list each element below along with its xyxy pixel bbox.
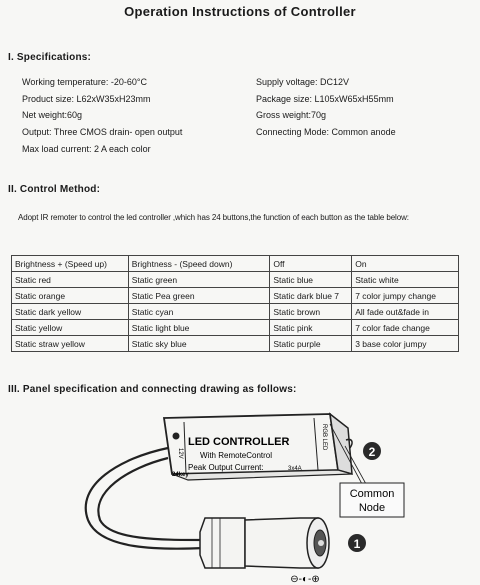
connection-drawing [0,400,480,585]
spec-item: Working temperature: -20-60°C [22,77,147,87]
table-cell: Static sky blue [128,336,270,352]
spec-item: Connecting Mode: Common anode [256,127,396,138]
table-row [12,336,459,352]
side-label-24key: 24key [172,472,189,478]
controller-label-line3: Peak Output Current: [188,463,264,472]
side-label-rgb: RGB LED [321,424,327,451]
table-cell: 7 color jumpy change [352,288,459,304]
table-cell: Static dark yellow [12,304,129,320]
polarity-symbol: ⊖-◐-⊕ [290,574,320,585]
dc-connector [200,518,329,568]
table-cell: Static dark blue 7 [270,288,352,304]
table-cell: 3 base color jumpy [352,336,459,352]
spec-item: Package size: L105xW65xH55mm [256,93,394,104]
table-cell: Static yellow [12,320,129,336]
specs-right-column [256,74,471,141]
table-row [12,256,459,272]
table-cell: Static purple [270,336,352,352]
spec-item: Max load current: 2 A each color [22,143,151,154]
controller-label-line2: With RemoteControl [200,451,273,460]
spec-item: Supply voltage: DC12V [256,77,350,87]
table-row [12,272,459,288]
callout-2-label: 2 [368,445,376,459]
table-cell: Off [270,256,352,272]
control-intro: Adopt IR remoter to control the led controller ,which has 24 buttons,the function of each button as the table below: [18,213,409,222]
table-cell: Static pink [270,320,352,336]
page-title: Operation Instructions of Controller [124,4,356,19]
table-cell: Static green [128,272,270,288]
controller-box [164,414,352,480]
control-method-heading: II. Control Method: [8,184,101,195]
specs-left-column [22,74,252,158]
table-cell: Static cyan [128,304,270,320]
table-cell: Brightness - (Speed down) [128,256,270,272]
table-cell: Brightness + (Speed up) [12,256,129,272]
table-row [12,288,459,304]
table-cell: 7 color fade change [352,320,459,336]
spec-item: Net weight:60g [22,110,83,121]
button-function-table [11,255,459,352]
table-cell: Static white [352,272,459,288]
controller-label-current: 3x4A [288,466,302,472]
table-cell: Static blue [270,272,352,288]
table-cell: Static Pea green [128,288,270,304]
callout-1-label: 1 [353,537,361,551]
table-cell: All fade out&fade in [352,304,459,320]
table-cell: Static brown [270,304,352,320]
controller-label-title: LED CONTROLLER [188,436,290,448]
specifications-heading: I. Specifications: [8,52,92,63]
spec-item: Gross weight:70g [256,110,327,121]
table-row [12,320,459,336]
common-node-line2: Node [358,502,386,514]
spec-item: Output: Three CMOS drain- open output [22,127,183,138]
common-node-line1: Common [349,488,395,500]
table-cell: Static red [12,272,129,288]
table-cell: Static orange [12,288,129,304]
table-row [12,304,459,320]
side-label-12v: 12V [177,448,183,459]
table-cell: Static straw yellow [12,336,129,352]
table-cell: On [352,256,459,272]
panel-heading: III. Panel specification and connecting drawing as follows: [8,384,297,395]
spec-item: Product size: L62xW35xH23mm [22,93,151,104]
table-cell: Static light blue [128,320,270,336]
